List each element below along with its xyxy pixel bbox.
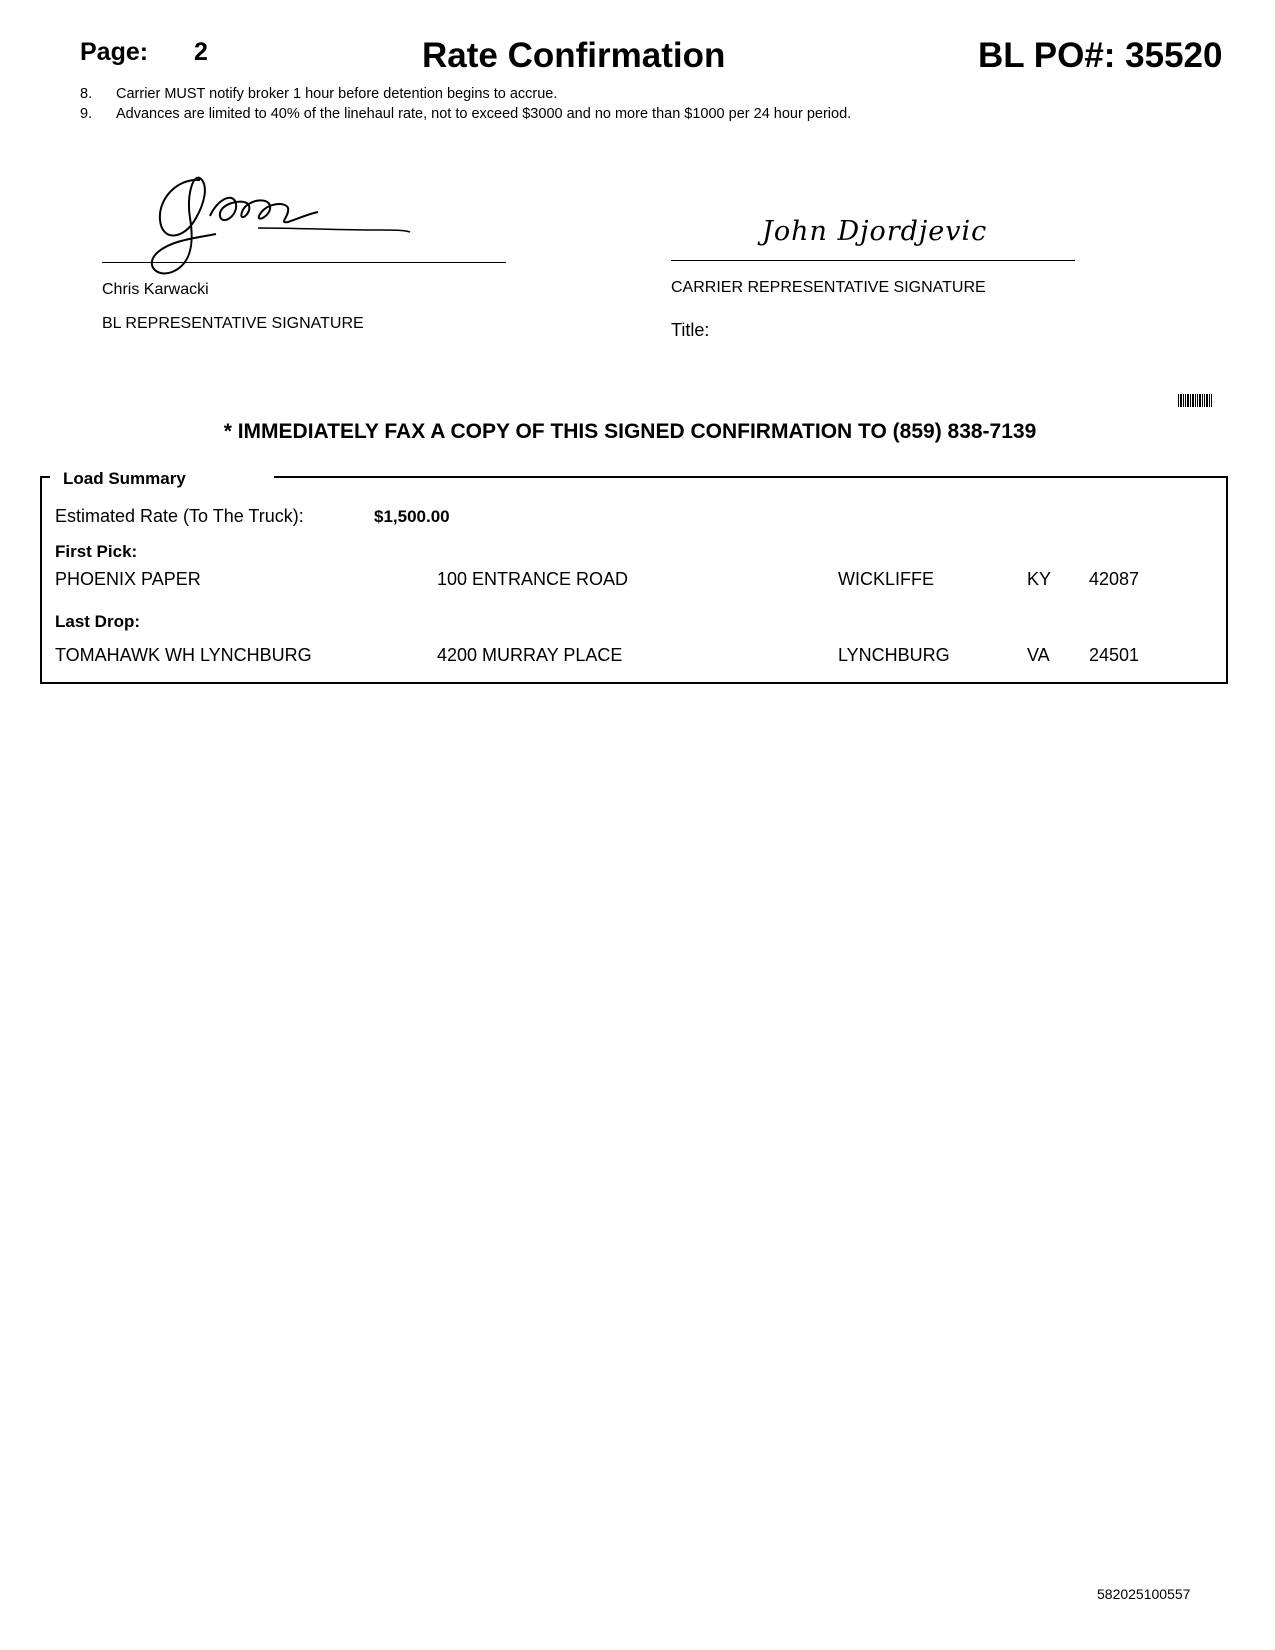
last-drop-address: 4200 MURRAY PLACE bbox=[437, 645, 623, 665]
carrier-signature-line bbox=[671, 260, 1075, 261]
first-pick-city: WICKLIFFE bbox=[838, 569, 935, 589]
po-number: BL PO#: 35520 bbox=[978, 36, 1223, 75]
first-pick-state: KY bbox=[1027, 569, 1052, 589]
carrier-handwritten-signature: John Djordjevic bbox=[762, 216, 988, 247]
term-text: Advances are limited to 40% of the linehaul rate, not to exceed $3000 and no more than $1000 per 24 hour period. bbox=[116, 106, 852, 122]
rate-value: $1,500.00 bbox=[374, 507, 450, 526]
document-title: Rate Confirmation bbox=[422, 36, 726, 75]
first-pick-zip: 42087 bbox=[1089, 569, 1140, 589]
page-number: 2 bbox=[194, 38, 208, 66]
rate-label: Estimated Rate (To The Truck): bbox=[55, 506, 304, 526]
first-pick-label: First Pick: bbox=[55, 542, 138, 561]
term-number: 9. bbox=[80, 106, 93, 122]
last-drop-city: LYNCHBURG bbox=[838, 645, 950, 665]
barcode-icon bbox=[1178, 394, 1218, 407]
page-label: Page: bbox=[80, 38, 149, 66]
last-drop-label: Last Drop: bbox=[55, 612, 140, 631]
first-pick-address: 100 ENTRANCE ROAD bbox=[437, 569, 629, 589]
carrier-signature-label: CARRIER REPRESENTATIVE SIGNATURE bbox=[671, 279, 986, 296]
last-drop-state: VA bbox=[1027, 645, 1050, 665]
term-number: 8. bbox=[80, 86, 93, 102]
fax-notice: * IMMEDIATELY FAX A COPY OF THIS SIGNED CONFIRMATION TO (859) 838-7139 bbox=[223, 420, 1037, 443]
first-pick-name: PHOENIX PAPER bbox=[55, 569, 201, 589]
bl-signer-name: Chris Karwacki bbox=[102, 281, 209, 298]
load-summary-title: Load Summary bbox=[63, 469, 186, 488]
last-drop-name: TOMAHAWK WH LYNCHBURG bbox=[55, 645, 312, 665]
term-text: Carrier MUST notify broker 1 hour before detention begins to accrue. bbox=[116, 86, 558, 102]
bl-signature-label: BL REPRESENTATIVE SIGNATURE bbox=[102, 315, 364, 332]
document-id: 582025100557 bbox=[1097, 1586, 1191, 1602]
bl-signature-line bbox=[102, 262, 506, 263]
last-drop-zip: 24501 bbox=[1089, 645, 1140, 665]
carrier-title-label: Title: bbox=[671, 320, 710, 340]
